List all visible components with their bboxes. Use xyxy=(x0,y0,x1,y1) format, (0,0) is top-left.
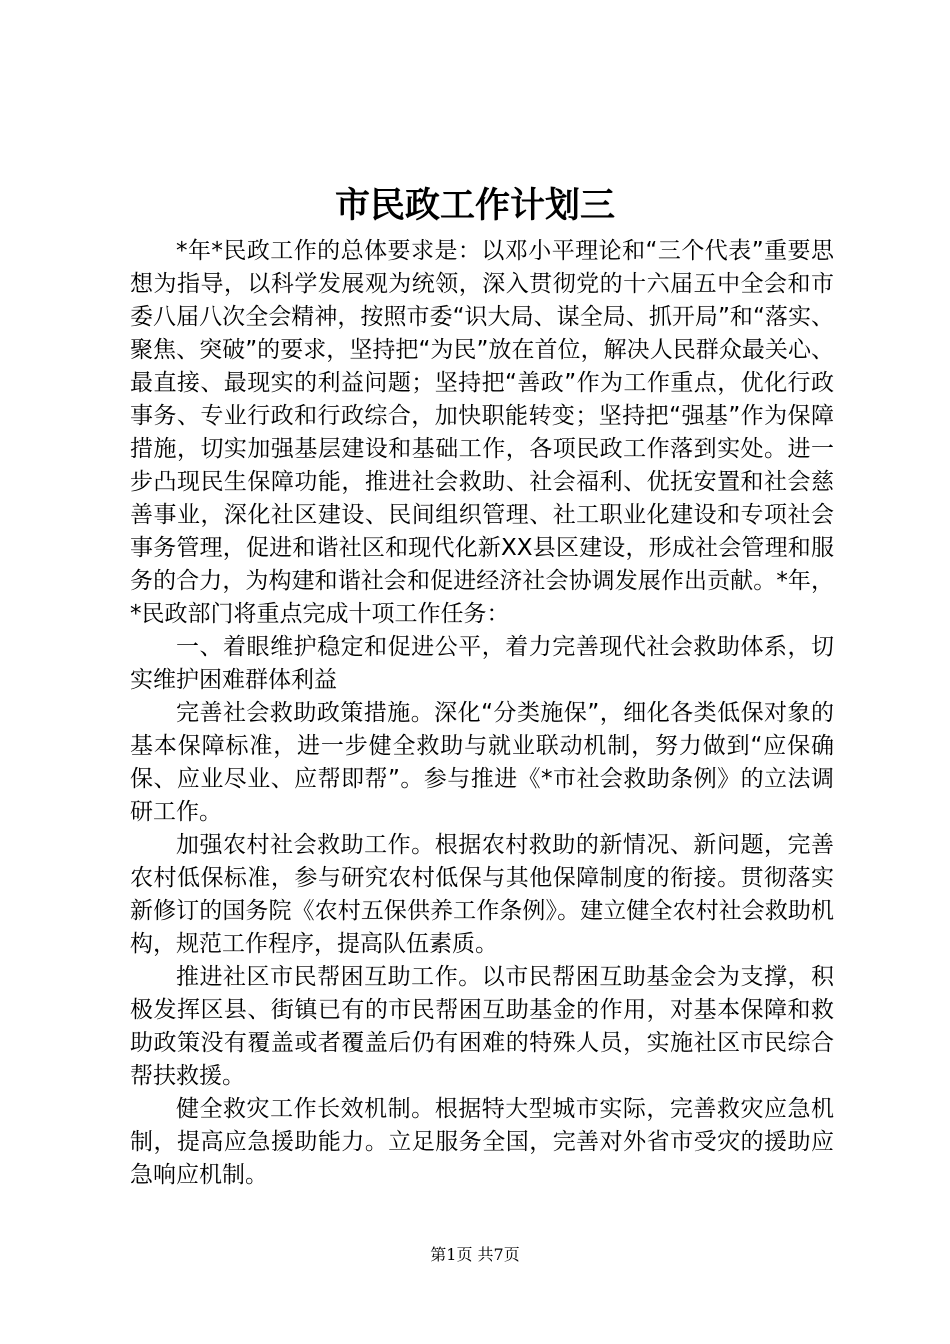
page-number-footer: 第1页 共7页 xyxy=(430,1245,520,1264)
paragraph-assistance-policy: 完善社会救助政策措施。深化“分类施保”，细化各类低保对象的基本保障标准，进一步健全救助与就业联动机制，努力做到“应保确保、应业尽业、应帮即帮”。参与推进《*市社会救助条例》的立法调研工作。 xyxy=(130,700,834,825)
document-body xyxy=(130,235,834,1192)
paragraph-overall-requirements: *年*民政工作的总体要求是：以邓小平理论和“三个代表”重要思想为指导，以科学发展观为统领，深入贯彻党的十六届五中全会和市委八届八次全会精神，按照市委“识大局、谋全局、抓开局”和“落实、聚焦、突破”的要求，坚持把“为民”放在首位，解决人民群众最关心、最直接、最现实的利益问题；坚持把“善政”作为工作重点，优化行政事务、专业行政和行政综合，加快职能转变；坚持把“强基”作为保障措施，切实加强基层建设和基础工作，各项民政工作落到实处。进一步凸现民生保障功能，推进社会救助、社会福利、优抚安置和社会慈善事业，深化社区建设、民间组织管理、社工职业化建设和专项社会事务管理，促进和谐社区和现代化新XX县区建设，形成社会管理和服务的合力，为构建和谐社会和促进经济社会协调发展作出贡献。*年，*民政部门将重点完成十项工作任务： xyxy=(130,238,834,627)
paragraph-disaster-relief: 健全救灾工作长效机制。根据特大型城市实际，完善救灾应急机制，提高应急援助能力。立足服务全国，完善对外省市受灾的援助应急响应机制。 xyxy=(130,1096,834,1188)
section-heading-one: 一、着眼维护稳定和促进公平，着力完善现代社会救助体系，切实维护困难群体利益 xyxy=(130,634,834,693)
paragraph-rural-assistance: 加强农村社会救助工作。根据农村救助的新情况、新问题，完善农村低保标准，参与研究农村低保与其他保障制度的衔接。贯彻落实新修订的国务院《农村五保供养工作条例》。建立健全农村社会救助机构，规范工作程序，提高队伍素质。 xyxy=(130,832,834,957)
paragraph-community-mutual-aid: 推进社区市民帮困互助工作。以市民帮困互助基金会为支撑，积极发挥区县、街镇已有的市民帮困互助基金的作用，对基本保障和救助政策没有覆盖或者覆盖后仍有困难的特殊人员，实施社区市民综合帮扶救援。 xyxy=(130,964,834,1089)
document-title: 市民政工作计划三 xyxy=(334,185,615,226)
